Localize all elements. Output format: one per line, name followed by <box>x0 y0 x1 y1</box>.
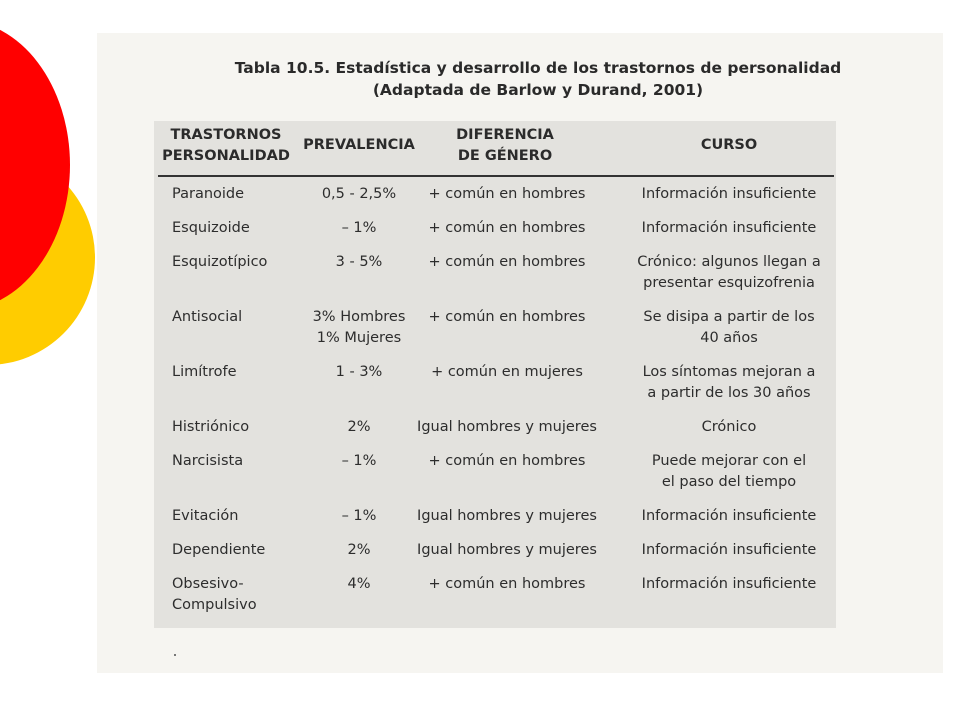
cell-disorder <box>172 540 302 561</box>
header-gender-line: DE GÉNERO <box>457 148 553 164</box>
cell-prevalence <box>294 506 424 527</box>
cell-gender <box>416 574 598 595</box>
cell-line: Igual hombres y mujeres <box>417 542 597 558</box>
header-disorder-line: PERSONALIDAD <box>162 148 290 164</box>
cell-line: Obsesivo- <box>172 576 244 592</box>
cell-disorder <box>172 218 302 239</box>
cell-course <box>624 362 834 404</box>
cell-line: + común en hombres <box>428 576 586 592</box>
cell-course <box>624 451 834 493</box>
cell-line: 3 - 5% <box>335 254 383 270</box>
header-course <box>624 135 834 156</box>
table-source: (Adaptada de Barlow y Durand, 2001) <box>372 81 704 99</box>
cell-line: + común en hombres <box>428 453 586 469</box>
cell-line: Información insuficiente <box>641 542 817 558</box>
personality-disorders-table <box>154 121 836 628</box>
cell-line: 1 - 3% <box>335 364 383 380</box>
cell-line: Crónico <box>701 419 757 435</box>
cell-line: Igual hombres y mujeres <box>417 419 597 435</box>
cell-course <box>624 307 834 349</box>
cell-gender <box>416 252 598 273</box>
cell-line: + común en hombres <box>428 220 586 236</box>
cell-line: Esquizoide <box>172 220 250 236</box>
header-disorder-line: TRASTORNOS <box>170 127 282 143</box>
cell-line: presentar esquizofrenia <box>643 275 815 291</box>
cell-gender <box>416 540 598 561</box>
cell-line: 4% <box>347 576 371 592</box>
cell-line: Información insuficiente <box>641 186 817 202</box>
cell-line: Información insuficiente <box>641 576 817 592</box>
header-prevalence <box>294 135 424 156</box>
cell-line: Narcisista <box>172 453 244 469</box>
cell-gender <box>416 417 598 438</box>
header-gender-line: DIFERENCIA <box>456 127 554 143</box>
header-rule <box>158 175 834 177</box>
cell-line: – 1% <box>341 453 377 469</box>
cell-disorder <box>172 362 302 383</box>
cell-disorder <box>172 184 302 205</box>
cell-disorder <box>172 307 302 328</box>
cell-line: Limítrofe <box>172 364 237 380</box>
cell-line: Información insuficiente <box>641 220 817 236</box>
cell-line: Antisocial <box>172 309 243 325</box>
cell-line: + común en mujeres <box>431 364 583 380</box>
cell-line: 40 años <box>700 330 758 346</box>
cell-disorder <box>172 252 302 273</box>
cell-prevalence <box>294 184 424 205</box>
cell-line: Esquizotípico <box>172 254 268 270</box>
header-prevalence-line: PREVALENCIA <box>303 137 415 153</box>
cell-prevalence <box>294 451 424 472</box>
header-disorder <box>160 125 292 167</box>
header-course-line: CURSO <box>700 137 758 153</box>
cell-gender <box>416 307 598 328</box>
cell-course <box>624 540 834 561</box>
cell-line: Información insuficiente <box>641 508 817 524</box>
cell-gender <box>416 506 598 527</box>
cell-line: Crónico: algunos llegan a <box>637 254 821 270</box>
cell-disorder <box>172 506 302 527</box>
cell-line: Los síntomas mejoran a <box>642 364 816 380</box>
cell-line: a partir de los 30 años <box>647 385 811 401</box>
cell-line: 2% <box>347 419 371 435</box>
cell-line: – 1% <box>341 508 377 524</box>
cell-line: Histriónico <box>172 419 250 435</box>
cell-line: – 1% <box>341 220 377 236</box>
cell-course <box>624 252 834 294</box>
cell-prevalence <box>294 362 424 383</box>
cell-prevalence <box>294 252 424 273</box>
cell-disorder <box>172 574 302 616</box>
cell-course <box>624 184 834 205</box>
cell-line: Compulsivo <box>172 597 257 613</box>
scanned-page <box>97 33 943 673</box>
cell-course <box>624 574 834 595</box>
cell-line: Se disipa a partir de los <box>643 309 815 325</box>
cell-disorder <box>172 451 302 472</box>
cell-line: Paranoide <box>172 186 245 202</box>
cell-gender <box>416 184 598 205</box>
cell-line: 1% Mujeres <box>316 330 402 346</box>
cell-gender <box>416 451 598 472</box>
cell-line: Puede mejorar con el <box>651 453 807 469</box>
cell-line: 0,5 - 2,5% <box>321 186 397 202</box>
cell-line: + común en hombres <box>428 186 586 202</box>
cell-prevalence <box>294 307 424 349</box>
cell-course <box>624 417 834 438</box>
cell-line: 3% Hombres <box>312 309 406 325</box>
cell-prevalence <box>294 417 424 438</box>
cell-line: 2% <box>347 542 371 558</box>
cell-gender <box>416 362 598 383</box>
cell-course <box>624 506 834 527</box>
table-title: Tabla 10.5. Estadística y desarrollo de los trastornos de personalidad <box>234 59 842 77</box>
cell-line: Igual hombres y mujeres <box>417 508 597 524</box>
cell-prevalence <box>294 540 424 561</box>
scan-speck <box>174 654 176 656</box>
cell-disorder <box>172 417 302 438</box>
cell-line: Evitación <box>172 508 239 524</box>
cell-line: + común en hombres <box>428 254 586 270</box>
cell-gender <box>416 218 598 239</box>
header-gender <box>434 125 576 167</box>
cell-line: + común en hombres <box>428 309 586 325</box>
cell-course <box>624 218 834 239</box>
cell-prevalence <box>294 574 424 595</box>
cell-prevalence <box>294 218 424 239</box>
cell-line: Dependiente <box>172 542 266 558</box>
cell-line: el paso del tiempo <box>661 474 797 490</box>
